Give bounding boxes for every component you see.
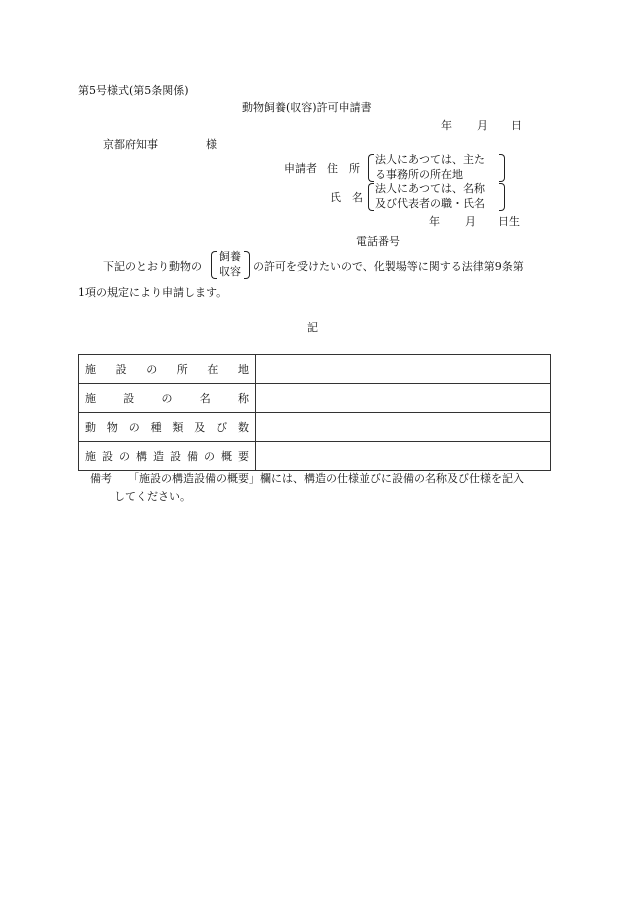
option-brace-left	[211, 251, 217, 279]
date-day: 日	[511, 119, 522, 132]
address-brace-right	[499, 154, 505, 182]
date-year: 年	[441, 119, 452, 132]
name-note-line2: 及び代表者の職・氏名	[375, 197, 485, 210]
address-label: 住 所	[327, 162, 360, 175]
table-row	[79, 442, 551, 471]
document-title: 動物飼養(収容)許可申請書	[242, 101, 372, 114]
address-note-line1: 法人にあつては、主た	[375, 153, 485, 166]
birth-month: 月	[465, 215, 476, 228]
name-brace-right	[499, 183, 505, 211]
name-brace-left	[368, 183, 374, 211]
row-value-animal-types[interactable]	[256, 413, 551, 442]
remarks-line2: してください。	[114, 490, 191, 503]
birth-day: 日生	[498, 215, 520, 228]
option-brace-right	[244, 251, 250, 279]
row-label-location: 施設の所在地	[79, 355, 256, 384]
row-value-structure[interactable]	[256, 442, 551, 471]
phone-label: 電話番号	[356, 235, 400, 248]
body-line2: 1項の規定により申請します。	[78, 286, 228, 299]
body-suffix: の許可を受けたいので、化製場等に関する法律第9条第	[253, 260, 524, 273]
ki-heading: 記	[307, 321, 318, 334]
table-row	[79, 355, 551, 384]
option-feeding: 飼養	[219, 250, 241, 263]
form-number: 第5号様式(第5条関係)	[78, 84, 189, 97]
table-row	[79, 413, 551, 442]
birth-year: 年	[429, 215, 440, 228]
row-value-location[interactable]	[256, 355, 551, 384]
addressee-name: 京都府知事	[103, 138, 158, 151]
option-housing: 収容	[219, 265, 241, 278]
applicant-label: 申請者	[284, 162, 317, 175]
remarks-line1: 「施設の構造設備の概要」欄には、構造の仕様並びに設備の名称及び仕様を記入	[128, 472, 524, 485]
address-note-line2: る事務所の所在地	[375, 168, 463, 181]
row-label-facility-name: 施設の名称	[79, 384, 256, 413]
name-label: 氏 名	[330, 191, 363, 204]
body-prefix: 下記のとおり動物の	[103, 260, 202, 273]
facility-table	[78, 354, 551, 471]
remarks-label: 備考	[90, 472, 112, 485]
date-month: 月	[477, 119, 488, 132]
row-value-facility-name[interactable]	[256, 384, 551, 413]
address-brace-left	[368, 154, 374, 182]
row-label-structure: 施設の構造設備の概要	[79, 442, 256, 471]
name-note-line1: 法人にあつては、名称	[375, 182, 485, 195]
row-label-animal-types: 動物の種類及び数	[79, 413, 256, 442]
addressee-honorific: 様	[206, 138, 217, 151]
table-row	[79, 384, 551, 413]
